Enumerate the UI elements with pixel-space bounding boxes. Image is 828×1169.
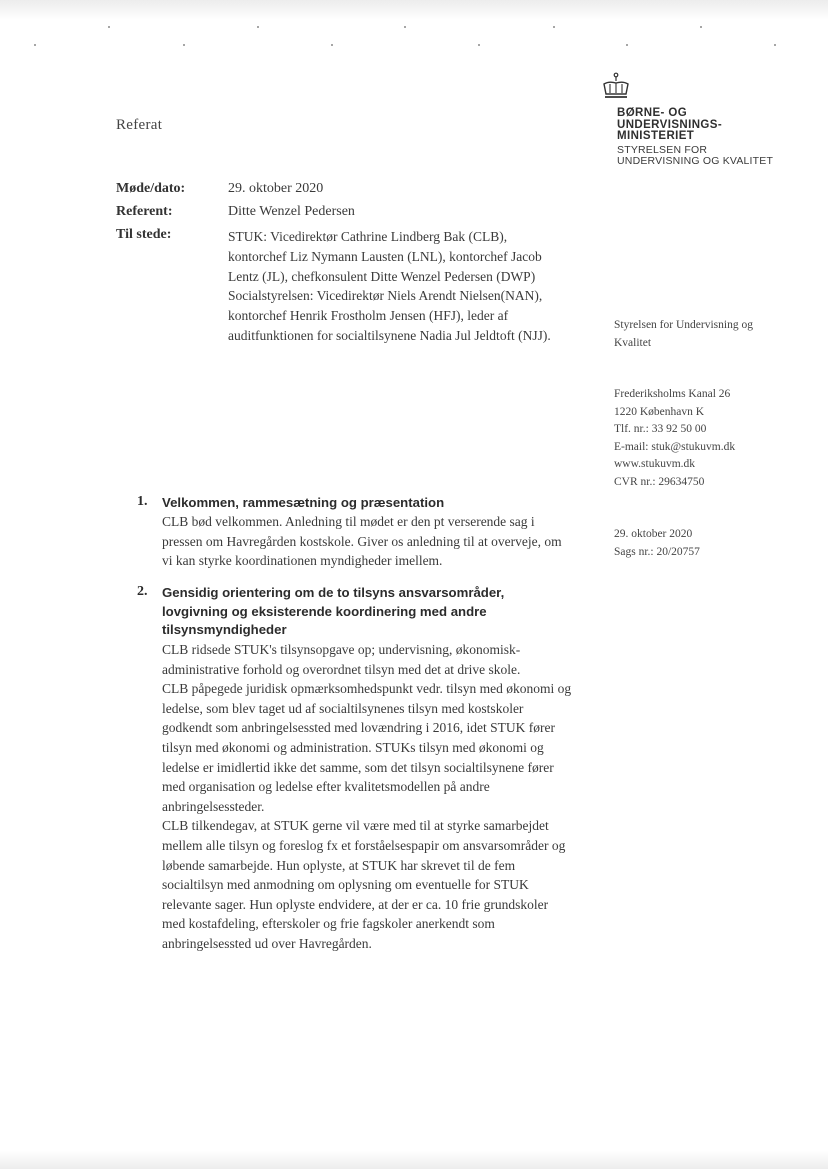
scan-speck [257,26,259,28]
scan-speck [331,44,333,46]
sidebar-address [614,386,814,491]
scan-edge-bottom [0,1151,828,1169]
agenda-item-body [162,640,572,954]
attendees-socialstyrelsen: Socialstyrelsen: Vicedirektør Niels Arendt Nielsen(NAN), kontorchef Henrik Frostholm Jensen (HFJ), leder af auditfunktionen for socialtilsynene Nadia Jul Jeldtoft (NJJ). [228,288,551,343]
attendees-stuk: STUK: Vicedirektør Cathrine Lindberg Bak (CLB), kontorchef Liz Nymann Lausten (LNL), kontorchef Jacob Lentz (JL), chefkonsulent Ditte Wenzel Pedersen (DWP) [228,229,542,284]
scan-speck [626,44,628,46]
referent-value: Ditte Wenzel Pedersen [228,204,355,219]
sidebar-org-line: Kvalitet [614,336,652,349]
address-website: www.stukuvm.dk [614,458,696,470]
scan-speck [774,44,776,46]
agenda-paragraph: CLB ridsede STUK's tilsynsopgave op; undervisning, økonomisk-administrative forhold og overordnet tilsyn med det at drive skole. [162,642,521,677]
reference-case-number: Sags nr.: 20/20757 [614,545,700,558]
document-type: Referat [116,117,163,133]
sidebar-org [614,317,814,352]
referent-label: Referent: [116,204,173,219]
agenda-item-heading: Gensidig orientering om de to tilsyns ansvarsområder, lovgivning og eksisterende koordinering med andre tilsynsmyndigheder [162,585,505,637]
address-cvr: CVR nr.: 29634750 [614,475,705,488]
agenda-paragraph: CLB påpegede juridisk opmærksomhedspunkt vedr. tilsyn med økonomi og ledelse, som blev taget ud af socialtilsynenes tilsyn med kostskoler godkendt som anbringelsessted med lovændring i 2016, idet STUK fører tilsyn med økonomi og administration. STUKs tilsyn med økonomi og ledelse er imidlertid ikke det samme, som det tilsyn socialtilsynene fører med organisation og ledelse efter kvalitetsmodellen på andre anbringelsessteder. [162,681,572,814]
attendees-label: Til stede: [116,227,172,242]
date-label: Møde/dato: [116,181,186,196]
scan-speck [183,44,185,46]
agenda-item-number: 1. [137,494,148,509]
scan-edge-top [0,0,828,20]
agency-line: UNDERVISNING OG KVALITET [617,155,774,167]
scan-speck [553,26,555,28]
address-street: Frederiksholms Kanal 26 [614,388,731,400]
crown-icon [601,72,631,102]
sidebar-reference [614,526,814,561]
scan-speck [478,44,480,46]
ministry-line: UNDERVISNINGS- [617,118,723,131]
scan-speck [404,26,406,28]
address-phone: Tlf. nr.: 33 92 50 00 [614,423,707,435]
ministry-line: BØRNE- OG [617,107,688,119]
ministry-name [617,108,817,143]
address-email: E-mail: stuk@stukuvm.dk [614,440,736,453]
scan-speck [34,44,36,46]
reference-date: 29. oktober 2020 [614,528,693,540]
scan-speck [108,26,110,28]
agency-name [617,145,817,167]
agenda-paragraph: CLB tilkendegav, at STUK gerne vil være med til at styrke samarbejdet mellem alle tilsyn og foreslog fx et forståelsespapir om ansvarsområder og løbende samarbejde. Hun oplyste, at STUK har skrevet til de fem socialtilsyn med anmodning om oplysning om eventuelle for STUK relevante sager. Hun oplyste endvidere, at der er ca. 10 frie grundskoler med kostafdeling, efterskoler og frie fagskoler anerkendt som anbringelsessted ud over Havregården. [162,818,566,951]
agenda-item-body [162,512,572,571]
agenda-item-number: 2. [137,584,148,599]
scan-speck [700,26,702,28]
agenda-item-heading: Velkommen, rammesætning og præsentation [162,495,445,510]
sidebar-org-line: Styrelsen for Undervisning og [614,319,753,331]
agency-line: STYRELSEN FOR [617,144,708,156]
ministry-line: MINISTERIET [617,130,695,142]
address-city: 1220 København K [614,405,705,418]
date-value: 29. oktober 2020 [228,181,324,196]
agenda-paragraph: CLB bød velkommen. Anledning til mødet er den pt verserende sag i pressen om Havregården kostskole. Giver os anledning til at overveje, om vi kan styrke koordinationen myndigheder imellem. [162,514,562,569]
attendees-list [228,227,558,346]
